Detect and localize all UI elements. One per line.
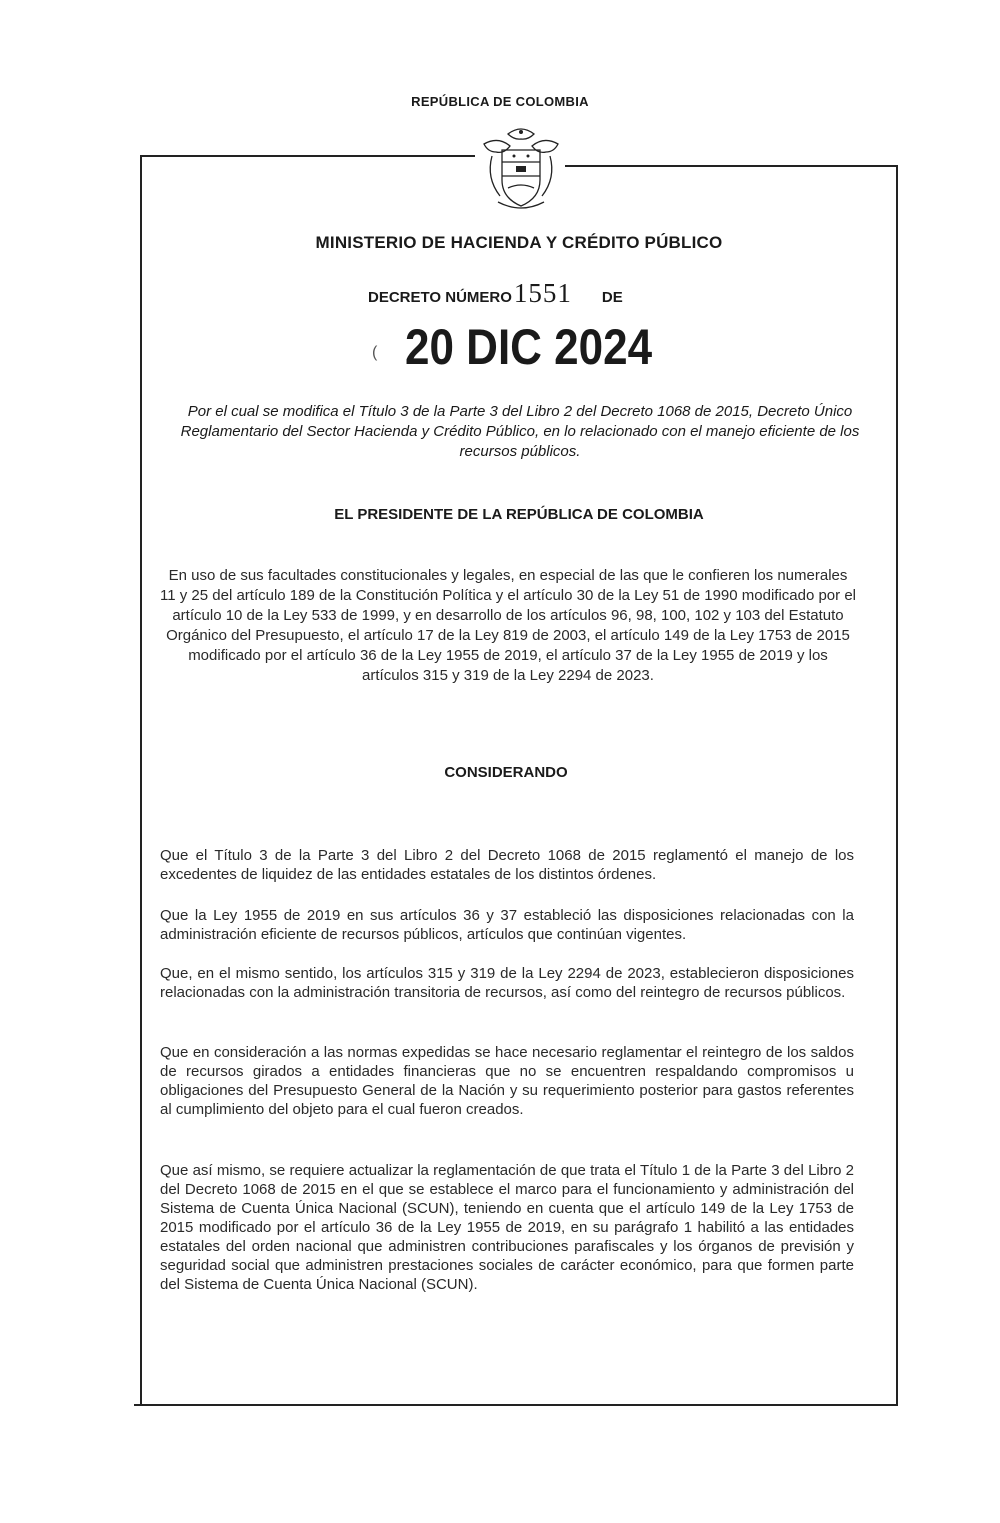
ministry-title: MINISTERIO DE HACIENDA Y CRÉDITO PÚBLICO (315, 233, 723, 252)
considering-paragraph: Que, en el mismo sentido, los artículos 315 y 319 de la Ley 2294 de 2023, establecieron disposiciones relacionadas con la administración transitoria de recursos, así como del reintegro de recursos públicos. (160, 965, 854, 1001)
considering-paragraph: Que en consideración a las normas expedidas se hace necesario reglamentar el reintegro de los saldos de recursos girados a entidades financieras que no se encuentren respaldando compromisos u obligaciones del Presupuesto General de la Nación y su requerimiento posterior para gastos referentes al cumplimiento del objeto para el cual fueron creados. (160, 1044, 854, 1118)
decree-de: DE (601, 289, 623, 306)
powers-paragraph: En uso de sus facultades constitucionales y legales, en especial de las que le confieren los numerales 11 y 25 del artículo 189 de la Constitución Política y el artículo 30 de la Ley 51 de 1990 modificado por el artículo 10 de la Ley 533 de 1999, y en desarrollo de los artículos 96, 98, 100, 102 y 103 del Estatuto Orgánico del Presupuesto, el artículo 17 de la Ley 819 de 2003, el artículo 149 de la Ley 1753 de 2015 modificado por el artículo 36 de la Ley 1955 de 2019, el artículo 37 de la Ley 1955 de 2019 y los artículos 315 y 319 de la Ley 2294 de 2023. (160, 567, 856, 684)
frame-top-left-rule (140, 155, 475, 157)
decree-label: DECRETO NÚMERO (368, 289, 512, 306)
decree-number: 1551 (513, 278, 572, 308)
considering-paragraph: Que así mismo, se requiere actualizar la reglamentación de que trata el Título 1 de la Parte 3 del Libro 2 del Decreto 1068 de 2015 en el que se establece el marco para el funcionamiento y administración del Sistema de Cuenta Única Nacional (SCUN), teniendo en cuenta que el artículo 149 de la Ley 1753 de 2015 modificado por el artículo 36 de la Ley 1955 de 2019, en su parágrafo 1 habilitó a las entidades estatales del orden nacional que administren contribuciones parafiscales y los órganos de previsión y seguridad social que administren prestaciones sociales de carácter económico, para que formen parte del Sistema de Cuenta Única Nacional (SCUN). (160, 1162, 854, 1293)
date-open-paren: ( (372, 344, 378, 361)
considering-paragraph: Que la Ley 1955 de 2019 en sus artículos 36 y 37 estableció las disposiciones relacionadas con la administración eficiente de recursos públicos, artículos que continúan vigentes. (160, 907, 854, 943)
decree-subject: Por el cual se modifica el Título 3 de la Parte 3 del Libro 2 del Decreto 1068 de 2015, Decreto Único Reglamentario del Sector Hacienda y Crédito Público, en lo relacionado con el manejo eficiente de los recursos públicos. (180, 403, 860, 460)
frame-right-rule (896, 165, 898, 1405)
president-heading: EL PRESIDENTE DE LA REPÚBLICA DE COLOMBIA (334, 506, 704, 523)
country-header: REPÚBLICA DE COLOMBIA (411, 94, 589, 109)
frame-top-right-rule (565, 165, 898, 167)
considering-paragraph: Que el Título 3 de la Parte 3 del Libro 2 del Decreto 1068 de 2015 reglamentó el manejo de los excedentes de liquidez de las entidades estatales de los distintos órdenes. (160, 847, 854, 883)
considering-heading: CONSIDERANDO (444, 764, 568, 781)
decree-number-line (368, 278, 623, 309)
coat-of-arms-icon (478, 122, 564, 214)
decree-date-stamp: 20 DIC 2024 (405, 319, 653, 375)
frame-bottom-rule (134, 1404, 898, 1406)
